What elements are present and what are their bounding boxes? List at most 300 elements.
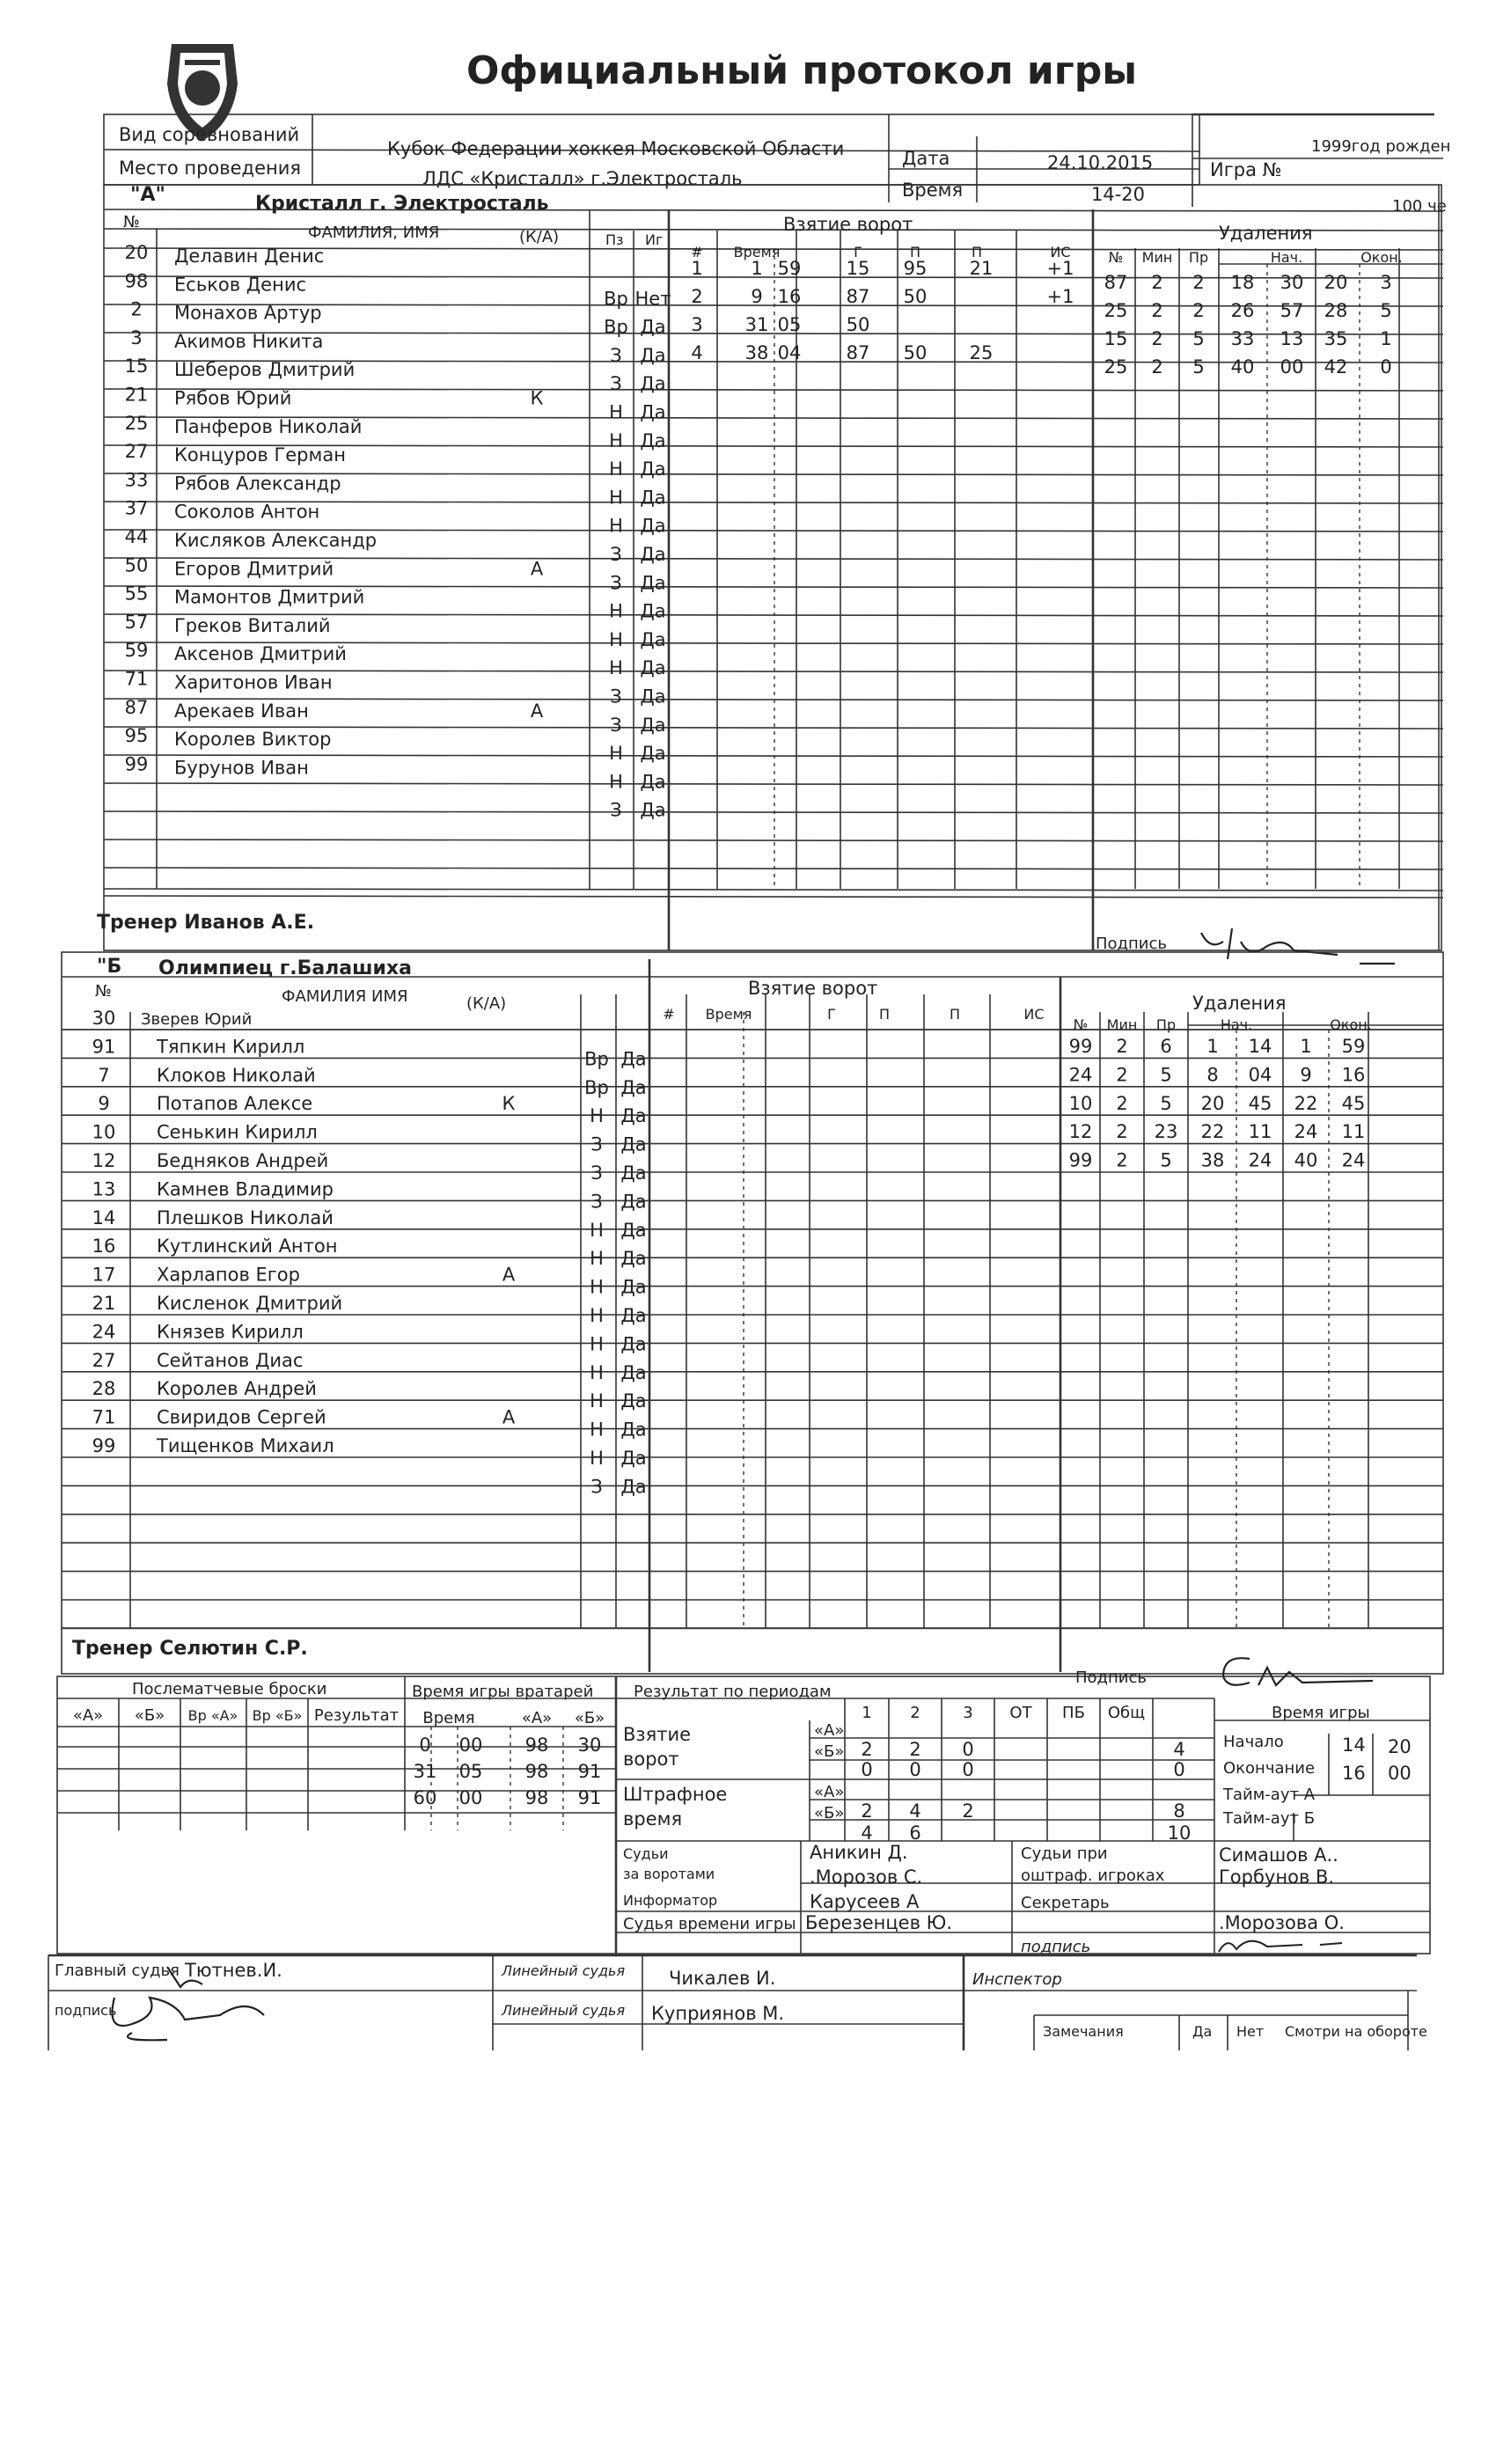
team-b-penalties-title: Удаления bbox=[1192, 993, 1287, 1014]
team-a-player-played: Да bbox=[640, 743, 666, 765]
team-a-player-number: 98 bbox=[124, 270, 149, 292]
team-a-goal-minute: 31 bbox=[744, 314, 769, 335]
team-b-penalty-end-min: 24 bbox=[1294, 1121, 1318, 1143]
team-a-player-played: Да bbox=[640, 600, 666, 622]
team-a-player-name: Панферов Николай bbox=[174, 415, 363, 437]
team-b-tag: "Б bbox=[97, 956, 122, 978]
timeout-b-label: Тайм-аут Б bbox=[1223, 1809, 1316, 1828]
team-b-goal-col-head: П bbox=[878, 1006, 891, 1023]
team-b-player-name: Кутлинский Антон bbox=[157, 1236, 338, 1258]
team-a-player-name: Монахов Артур bbox=[174, 302, 322, 324]
team-a-player-played: Да bbox=[640, 401, 666, 423]
team-a-goal-assist-1: 50 bbox=[903, 286, 928, 307]
team-b-penalty-start-min: 38 bbox=[1200, 1149, 1225, 1171]
remarks-label: Замечания bbox=[1043, 2023, 1124, 2040]
periods-goals-team-b: «Б» bbox=[814, 1742, 845, 1761]
team-b-player-name: Зверев Юрий bbox=[141, 1010, 253, 1029]
team-a-goal-number: 1 bbox=[691, 258, 703, 279]
team-a-player-played: Да bbox=[640, 572, 666, 594]
team-a-player-position: Вр bbox=[604, 288, 628, 310]
spectators: 100 че bbox=[1392, 197, 1447, 216]
shootout-col-head: Вр «А» bbox=[187, 1707, 238, 1724]
team-a-goal-scorer: 15 bbox=[846, 258, 870, 279]
team-a-pen-col-head: Пр bbox=[1188, 249, 1209, 266]
team-a-player-played: Да bbox=[640, 458, 666, 480]
period-goals-a-value: 2 bbox=[909, 1739, 921, 1760]
team-b-penalty-reason: 6 bbox=[1160, 1036, 1172, 1057]
shootout-col-head: Вр «Б» bbox=[252, 1707, 303, 1724]
team-a-goal-scorer: 87 bbox=[846, 286, 870, 307]
team-b-player-position: Н bbox=[590, 1219, 604, 1241]
team-a-player-number: 21 bbox=[124, 384, 149, 406]
competition-name: Кубок Федерации хоккея Московской Области bbox=[387, 138, 845, 159]
team-b-player-name: Королев Андрей bbox=[157, 1378, 317, 1400]
team-a-row-line bbox=[104, 783, 1443, 785]
team-a-goal-number: 3 bbox=[691, 314, 703, 335]
team-b-player-played: Да bbox=[620, 1248, 647, 1270]
team-a-player-name: Еськов Денис bbox=[174, 274, 307, 296]
team-a-player-position: Н bbox=[609, 657, 623, 679]
team-a-player-name: Арекаев Иван bbox=[174, 700, 309, 722]
team-a-penalty-reason: 5 bbox=[1192, 356, 1205, 378]
period-goals-b-value: 0 bbox=[1173, 1759, 1185, 1780]
team-a-player-number: 71 bbox=[124, 668, 149, 690]
goalie-team-b-number: 91 bbox=[577, 1787, 602, 1808]
game-start-hour: 14 bbox=[1342, 1734, 1366, 1756]
team-a-coach: Тренер Иванов А.Е. bbox=[97, 912, 315, 934]
team-a-player-played: Да bbox=[640, 544, 666, 565]
team-b-player-position: Н bbox=[590, 1305, 604, 1326]
game-end-minute: 00 bbox=[1388, 1763, 1412, 1784]
team-a-player-position: З bbox=[610, 544, 622, 565]
team-b-player-number: 28 bbox=[92, 1378, 116, 1400]
period-goals-a-value: 0 bbox=[962, 1739, 974, 1760]
secretary-sign-label: подпись bbox=[1021, 1938, 1091, 1956]
team-a-penalty-start-sec: 57 bbox=[1280, 300, 1304, 321]
period-col-head: ПБ bbox=[1062, 1704, 1085, 1722]
period-pim-a-value: 4 bbox=[909, 1800, 921, 1822]
game-end-hour: 16 bbox=[1342, 1763, 1366, 1784]
team-b-player-number: 16 bbox=[92, 1236, 116, 1258]
goal-judges-label-1: Судьи bbox=[623, 1845, 669, 1862]
periods-goals-label-2: ворот bbox=[623, 1749, 679, 1770]
page-title: Официальный протокол игры bbox=[466, 48, 1138, 93]
team-a-pen-col-head: № bbox=[1108, 249, 1124, 266]
team-a-row-line bbox=[104, 389, 1443, 391]
period-pim-b-value: 10 bbox=[1167, 1822, 1192, 1844]
team-a-player-position: Н bbox=[609, 600, 623, 622]
team-a-goal-headers bbox=[691, 244, 1070, 260]
period-pim-a-value: 2 bbox=[962, 1800, 974, 1822]
team-a-penalty-player: 87 bbox=[1104, 272, 1128, 293]
shootout-col-head: «А» bbox=[72, 1706, 104, 1725]
team-b-penalty-reason: 5 bbox=[1160, 1064, 1172, 1086]
team-a-player-played: Да bbox=[640, 487, 666, 509]
team-b-penalty-end-sec: 11 bbox=[1341, 1121, 1366, 1143]
team-a-player-role: А bbox=[530, 700, 544, 722]
team-b-player-number: 9 bbox=[98, 1093, 110, 1115]
team-a-penalty-player: 15 bbox=[1104, 328, 1128, 349]
game-number-label: Игра № bbox=[1210, 159, 1282, 180]
team-a-player-position: Н bbox=[609, 515, 623, 537]
team-b-player-number: 99 bbox=[92, 1435, 116, 1456]
team-b-goal-col-head: П bbox=[949, 1006, 961, 1023]
team-b-penalty-start-sec: 14 bbox=[1248, 1036, 1272, 1057]
date-value: 24.10.2015 bbox=[1047, 152, 1154, 173]
team-a-player-played: Да bbox=[640, 799, 666, 821]
team-a-goals-title: Взятие ворот bbox=[783, 214, 913, 235]
team-a-player-number: 33 bbox=[124, 469, 149, 491]
team-b-penalty-end-sec: 16 bbox=[1341, 1064, 1366, 1086]
team-b-penalty-end-sec: 59 bbox=[1341, 1036, 1366, 1057]
team-a-pen-col-head: Нач. bbox=[1270, 249, 1303, 266]
periods-pim-team-b: «Б» bbox=[814, 1804, 845, 1822]
team-b-player-played: Да bbox=[620, 1361, 647, 1383]
team-a-penalty-player: 25 bbox=[1104, 300, 1128, 321]
team-b-penalty-start-sec: 04 bbox=[1248, 1064, 1272, 1086]
team-a-goal-scorer: 50 bbox=[846, 314, 870, 335]
team-a-player-position: Н bbox=[609, 743, 623, 765]
team-b-player-number: 30 bbox=[92, 1008, 116, 1029]
period-headers bbox=[862, 1704, 1145, 1722]
team-b-player-position: Н bbox=[590, 1419, 604, 1441]
game-start-label: Начало bbox=[1223, 1733, 1284, 1751]
team-a-player-role: К bbox=[530, 387, 544, 409]
secretary-signature bbox=[1219, 1941, 1342, 1952]
team-b-player-number: 27 bbox=[92, 1349, 116, 1371]
team-b-player-played: Да bbox=[620, 1048, 647, 1070]
team-b-column-lines bbox=[686, 994, 1443, 1628]
team-b-penalty-reason: 23 bbox=[1154, 1121, 1178, 1143]
team-a-pen-col-head: Окон. bbox=[1360, 249, 1403, 266]
remarks-yes: Да bbox=[1192, 2023, 1213, 2040]
team-b-player-number: 17 bbox=[92, 1264, 116, 1286]
goalie-time-second: 00 bbox=[458, 1734, 483, 1756]
period-col-head: 3 bbox=[963, 1704, 973, 1722]
linesman-1-value: Чикалев И. bbox=[669, 1968, 776, 1989]
team-a-penalty-reason: 2 bbox=[1192, 272, 1205, 293]
team-b-player-position: З bbox=[590, 1162, 603, 1184]
team-b-player-number: 14 bbox=[92, 1206, 116, 1228]
team-a-player-number: 25 bbox=[124, 412, 149, 434]
team-b-player-name: Сейтанов Диас bbox=[157, 1349, 304, 1371]
team-a-pen-col-head: Мин bbox=[1141, 249, 1173, 266]
team-b-player-name: Сенькин Кирилл bbox=[157, 1121, 318, 1143]
team-a-player-name: Королев Виктор bbox=[174, 729, 332, 751]
team-a-player-position: Н bbox=[609, 771, 623, 793]
team-a-goal-assist-2: 25 bbox=[969, 342, 994, 363]
team-a-col-ka: (К/А) bbox=[519, 228, 560, 246]
team-a-player-position: З bbox=[610, 714, 622, 736]
team-a-penalty-end-sec: 3 bbox=[1380, 272, 1392, 293]
game-time-title: Время игры bbox=[1272, 1704, 1370, 1722]
team-b-player-name: Князев Кирилл bbox=[157, 1321, 304, 1343]
team-b-penalty-minutes: 2 bbox=[1116, 1064, 1128, 1086]
team-b-penalty-player: 99 bbox=[1068, 1036, 1093, 1057]
team-b-goals-title: Взятие ворот bbox=[748, 978, 878, 999]
goalie-time-headers bbox=[422, 1709, 605, 1727]
date-label: Дата bbox=[902, 148, 950, 169]
team-b-player-position: З bbox=[590, 1133, 603, 1155]
team-a-goal-col-head: # bbox=[691, 244, 703, 260]
team-a-player-position: Н bbox=[609, 429, 623, 451]
team-a-col-pz: Пз bbox=[605, 231, 624, 248]
team-b-penalty-end-sec: 24 bbox=[1341, 1149, 1366, 1171]
team-a-player-number: 2 bbox=[130, 298, 143, 320]
team-a-player-position: З bbox=[610, 572, 622, 594]
team-b-player-played: Да bbox=[620, 1476, 647, 1498]
team-b-pen-col-head: № bbox=[1073, 1016, 1089, 1033]
goalie-team-a-number: 98 bbox=[524, 1787, 549, 1808]
team-b-player-position: Н bbox=[590, 1448, 604, 1469]
team-b-penalty-end-sec: 45 bbox=[1341, 1092, 1366, 1114]
team-b-player-name: Потапов Алексе bbox=[157, 1093, 313, 1115]
goalie-team-a-number: 98 bbox=[524, 1734, 549, 1756]
team-b-player-position: Вр bbox=[584, 1076, 609, 1098]
team-b-player-played: Да bbox=[620, 1333, 647, 1355]
team-b-player-played: Да bbox=[620, 1162, 647, 1184]
secretary-label: Секретарь bbox=[1021, 1894, 1110, 1912]
period-pim-b-value: 4 bbox=[861, 1822, 873, 1844]
team-b-goal-col-head: ИС bbox=[1023, 1006, 1045, 1023]
team-a-player-played: Да bbox=[640, 714, 666, 736]
team-a-player-position: З bbox=[610, 344, 622, 366]
team-b-penalty-start-sec: 24 bbox=[1248, 1149, 1272, 1171]
team-a-player-number: 87 bbox=[124, 696, 149, 718]
linesman-2-value: Куприянов М. bbox=[651, 2003, 785, 2024]
team-a-player-number: 57 bbox=[124, 611, 149, 633]
team-b-pen-col-head: Мин bbox=[1106, 1016, 1138, 1033]
team-a-player-played: Да bbox=[640, 515, 666, 537]
team-b-player-played: Да bbox=[620, 1105, 647, 1127]
periods-title: Результат по периодам bbox=[634, 1683, 832, 1701]
team-b-player-position: Н bbox=[590, 1276, 604, 1298]
team-b-goal-col-head: # bbox=[663, 1006, 675, 1023]
team-b-penalty-end-min: 1 bbox=[1300, 1036, 1312, 1057]
period-pim-a-value: 8 bbox=[1173, 1800, 1185, 1822]
team-b-player-name: Свиридов Сергей bbox=[157, 1406, 326, 1428]
remarks-see-back: Смотри на обороте bbox=[1285, 2023, 1427, 2040]
linesman-2-label: Линейный судья bbox=[502, 2002, 626, 2019]
team-a-penalty-headers bbox=[1109, 249, 1403, 266]
head-referee-value: Тютнев.И. bbox=[185, 1960, 282, 1981]
team-a-goal-minute: 1 bbox=[751, 258, 763, 279]
goalie-time-second: 05 bbox=[458, 1761, 483, 1782]
team-a-player-played: Да bbox=[640, 628, 666, 650]
team-b-player-name: Кисленок Дмитрий bbox=[157, 1293, 343, 1314]
team-b-player-position: З bbox=[590, 1476, 603, 1498]
team-a-goal-second: 16 bbox=[777, 286, 802, 307]
team-a-goal-second: 05 bbox=[777, 314, 802, 335]
team-b-sign-label: Подпись bbox=[1075, 1668, 1147, 1687]
inspector-label: Инспектор bbox=[972, 1970, 1062, 1989]
team-a-player-played: Да bbox=[640, 344, 666, 366]
goalie-time-minute: 0 bbox=[419, 1734, 431, 1756]
team-b-player-number: 71 bbox=[92, 1406, 116, 1428]
team-a-col-no: № bbox=[123, 213, 140, 231]
team-a-goal-number: 2 bbox=[691, 286, 703, 307]
team-b-player-name: Плешков Николай bbox=[157, 1206, 334, 1228]
team-a-player-name: Егоров Дмитрий bbox=[174, 558, 334, 580]
goalie-time-minute: 31 bbox=[413, 1761, 437, 1782]
shootout-title: Послематчевые броски bbox=[132, 1680, 327, 1698]
team-a-col-name: ФАМИЛИЯ, ИМЯ bbox=[308, 224, 440, 242]
team-a-name: Кристалл г. Электросталь bbox=[255, 193, 549, 215]
periods-pim-label-1: Штрафное bbox=[623, 1784, 728, 1805]
team-a-player-number: 15 bbox=[124, 356, 149, 378]
team-b-player-played: Да bbox=[620, 1219, 647, 1241]
team-a-penalty-end-min: 42 bbox=[1324, 356, 1348, 378]
team-b-player-name: Тяпкин Кирилл bbox=[157, 1036, 305, 1058]
team-a-player-name: Акимов Никита bbox=[174, 330, 324, 352]
team-b-player-position: Н bbox=[590, 1333, 604, 1355]
team-a-player-played: Да bbox=[640, 316, 666, 338]
team-b-player-played: Да bbox=[620, 1133, 647, 1155]
team-b-pen-col-head: Пр bbox=[1155, 1016, 1177, 1033]
team-a-goal-second: 04 bbox=[777, 342, 802, 363]
period-col-head: 2 bbox=[910, 1704, 920, 1722]
goalie-team-a-number: 98 bbox=[524, 1761, 549, 1782]
time-value: 14-20 bbox=[1091, 184, 1146, 205]
period-goals-a-value: 4 bbox=[1173, 1739, 1185, 1760]
team-a-penalty-minutes: 2 bbox=[1151, 328, 1163, 349]
team-a-goal-col-head: Г bbox=[854, 244, 862, 260]
team-a-player-position: Н bbox=[609, 487, 623, 509]
team-b-player-played: Да bbox=[620, 1390, 647, 1412]
goalie-time-second: 00 bbox=[458, 1787, 483, 1808]
team-a-penalty-start-min: 26 bbox=[1230, 300, 1255, 321]
team-b-goal-headers bbox=[663, 1006, 1044, 1023]
team-a-penalty-start-sec: 00 bbox=[1280, 356, 1304, 378]
period-goals-b-value: 0 bbox=[861, 1759, 873, 1780]
team-b-penalties bbox=[1069, 1036, 1366, 1171]
team-b-penalty-minutes: 2 bbox=[1116, 1149, 1128, 1171]
penalty-judge-2: Горбунов В. bbox=[1219, 1866, 1335, 1888]
team-b-penalty-start-min: 20 bbox=[1200, 1092, 1225, 1114]
team-a-player-name: Рябов Александр bbox=[174, 473, 341, 495]
goalie-col-head: «Б» bbox=[574, 1709, 605, 1727]
goalie-team-b-number: 91 bbox=[577, 1761, 602, 1782]
team-a-player-name: Бурунов Иван bbox=[174, 757, 309, 779]
team-a-player-number: 59 bbox=[124, 640, 149, 662]
team-b-player-played: Да bbox=[620, 1305, 647, 1326]
team-a-player-played: Нет bbox=[634, 288, 671, 310]
team-a-player-position: З bbox=[610, 799, 622, 821]
team-b-penalty-reason: 5 bbox=[1160, 1149, 1172, 1171]
shootout-col-head: «Б» bbox=[134, 1706, 165, 1725]
period-goals-b-value: 0 bbox=[962, 1759, 974, 1780]
team-b-player-number: 13 bbox=[92, 1178, 116, 1200]
team-b-penalty-start-sec: 45 bbox=[1248, 1092, 1272, 1114]
team-a-row-line bbox=[104, 840, 1443, 841]
goalie-time-rows bbox=[414, 1734, 602, 1808]
penalty-judges-label-2: оштраф. игроках bbox=[1021, 1866, 1165, 1885]
team-b-player-number: 10 bbox=[92, 1121, 116, 1143]
period-pim-a-value: 2 bbox=[861, 1800, 873, 1822]
team-b-player-role: А bbox=[502, 1406, 516, 1428]
game-start-minute: 20 bbox=[1388, 1736, 1412, 1757]
team-a-player-position: Н bbox=[609, 628, 623, 650]
team-b-player-position: Н bbox=[590, 1248, 604, 1270]
team-b-coach-signature bbox=[1223, 1658, 1373, 1685]
team-b-pen-col-head: Окон. bbox=[1330, 1016, 1372, 1033]
period-values bbox=[861, 1739, 1191, 1844]
team-a-player-name: Соколов Антон bbox=[174, 501, 320, 523]
team-a-goal-minute: 38 bbox=[744, 342, 769, 363]
team-b-col-name: ФАМИЛИЯ ИМЯ bbox=[282, 987, 408, 1006]
team-a-tag: "А" bbox=[130, 184, 165, 206]
team-a-player-name: Кисляков Александр bbox=[174, 530, 378, 551]
team-b-player-role: К bbox=[502, 1093, 516, 1115]
team-b-player-name: Камнев Владимир bbox=[157, 1178, 334, 1200]
team-a-penalty-start-min: 18 bbox=[1230, 272, 1255, 293]
team-b-name: Олимпиец г.Балашиха bbox=[158, 957, 412, 979]
team-b-player-played: Да bbox=[620, 1276, 647, 1298]
game-end-label: Окончание bbox=[1223, 1759, 1316, 1778]
venue-label: Место проведения bbox=[119, 158, 301, 179]
team-a-player-played: Да bbox=[640, 686, 666, 708]
timekeeper-value: Березенцев Ю. bbox=[805, 1912, 953, 1933]
periods-pim-team-a: «А» bbox=[814, 1783, 845, 1801]
team-b-penalty-player: 99 bbox=[1068, 1149, 1093, 1171]
periods-goals-team-a: «А» bbox=[814, 1721, 845, 1740]
team-a-goal-second: 59 bbox=[777, 258, 802, 279]
team-a-player-name: Харитонов Иван bbox=[174, 671, 333, 693]
remarks-no: Нет bbox=[1236, 2023, 1265, 2040]
team-a-goal-assist-2: 21 bbox=[969, 258, 994, 279]
team-b-player-position: Вр bbox=[584, 1048, 609, 1070]
time-label: Время bbox=[902, 180, 964, 201]
team-b-player-number: 7 bbox=[98, 1064, 110, 1086]
team-b-penalty-minutes: 2 bbox=[1116, 1036, 1128, 1057]
team-a-row-line bbox=[104, 868, 1443, 869]
team-b-player-number: 91 bbox=[92, 1036, 116, 1058]
team-a-player-name: Рябов Юрий bbox=[174, 387, 292, 409]
team-a-penalty-player: 25 bbox=[1104, 356, 1128, 378]
team-b-player-name: Тищенков Михаил bbox=[157, 1435, 334, 1456]
team-b-penalty-start-min: 22 bbox=[1200, 1121, 1225, 1143]
team-b-player-position: Н bbox=[590, 1105, 604, 1127]
goalie-time-minute: 60 bbox=[413, 1787, 437, 1808]
goalie-team-b-number: 30 bbox=[577, 1734, 602, 1756]
team-b-goal-col-head: Время bbox=[705, 1006, 752, 1023]
team-b-col-no: № bbox=[95, 982, 112, 1001]
team-a-player-name: Шеберов Дмитрий bbox=[174, 359, 356, 381]
timeout-a-label: Тайм-аут А bbox=[1223, 1786, 1316, 1804]
period-goals-a-value: 2 bbox=[861, 1739, 873, 1760]
goalie-col-head: Время bbox=[422, 1709, 475, 1727]
team-a-goal-strength: +1 bbox=[1046, 258, 1074, 279]
team-b-penalty-player: 12 bbox=[1068, 1121, 1093, 1143]
team-a-player-number: 3 bbox=[130, 326, 143, 348]
team-b-penalty-end-min: 9 bbox=[1300, 1064, 1312, 1086]
team-a-penalties-title: Удаления bbox=[1219, 223, 1313, 244]
team-a-penalty-end-sec: 5 bbox=[1380, 300, 1392, 321]
team-b-goal-col-head: Г bbox=[827, 1006, 836, 1023]
periods-goals-label-1: Взятие bbox=[623, 1724, 692, 1745]
team-b-roster bbox=[92, 1008, 647, 1497]
head-referee-label: Главный судья bbox=[55, 1962, 180, 1980]
team-a-goal-minute: 9 bbox=[751, 286, 763, 307]
period-col-head: ОТ bbox=[1009, 1704, 1032, 1722]
team-a-penalty-minutes: 2 bbox=[1151, 272, 1163, 293]
team-a-goal-number: 4 bbox=[691, 342, 703, 363]
team-a-goal-col-head: Время bbox=[733, 244, 781, 260]
period-goals-b-value: 0 bbox=[909, 1759, 921, 1780]
team-b-coach: Тренер Селютин С.Р. bbox=[72, 1638, 308, 1660]
team-a-penalty-end-sec: 0 bbox=[1380, 356, 1392, 378]
timekeeper-label: Судья времени игры bbox=[623, 1915, 796, 1933]
